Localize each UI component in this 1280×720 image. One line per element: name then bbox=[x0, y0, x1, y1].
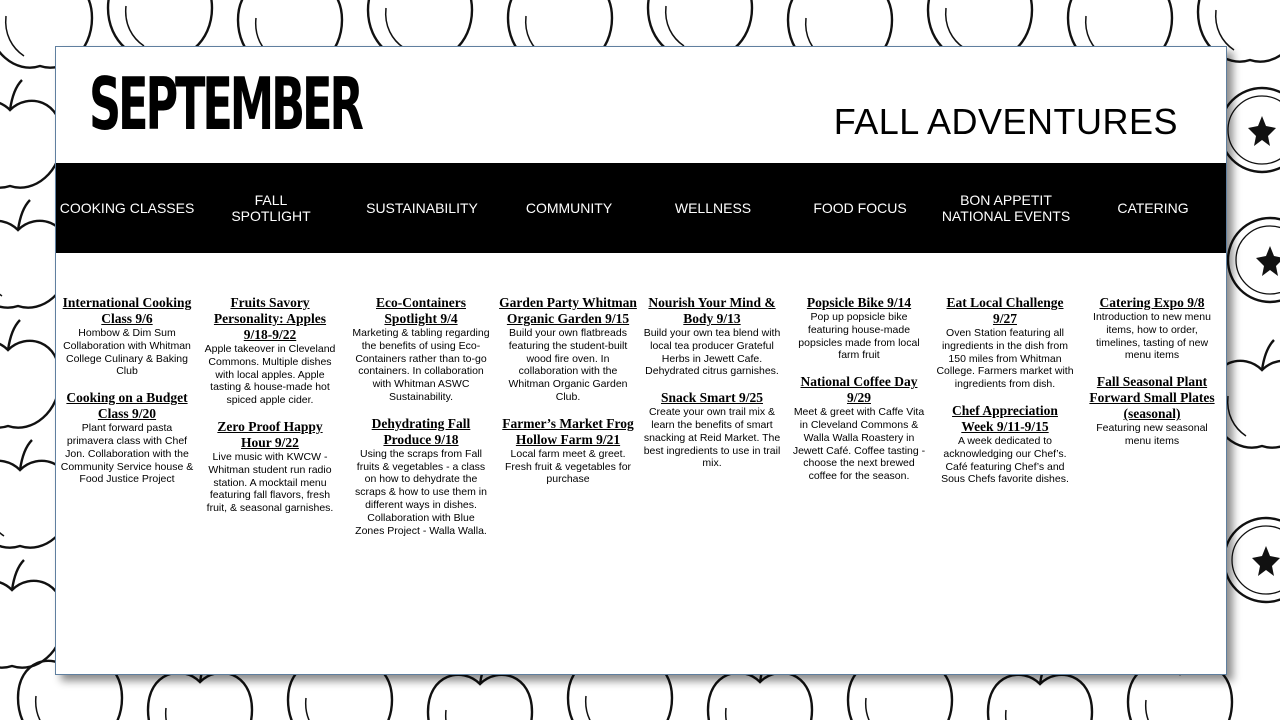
theme-title: FALL ADVENTURES bbox=[833, 101, 1178, 142]
event-description: Plant forward pasta primavera class with Chef Jon. Collaboration with the Community Service house & Food Justice Project bbox=[60, 422, 194, 486]
event-description: Oven Station featuring all ingredients in the dish from 150 miles from Whitman College. Farmers market with ingredients from dish. bbox=[936, 327, 1074, 391]
month-title: SEPTEMBER bbox=[89, 62, 361, 146]
event-description: Build your own tea blend with local tea producer Grateful Herbs in Jewett Cafe. Dehydrated citrus garnishes. bbox=[643, 327, 781, 378]
event-title: Cooking on a Budget Class 9/20 bbox=[66, 390, 188, 422]
event-title: Popsicle Bike 9/14 bbox=[806, 295, 912, 310]
column-food-focus bbox=[790, 295, 928, 495]
calendar-card bbox=[55, 46, 1227, 675]
event-description: Create your own trail mix & learn the benefits of smart snacking at Reid Market. The best ingredients to use in trail mix. bbox=[643, 406, 781, 470]
event-description: Build your own flatbreads featuring the student-built wood fire oven. In collaboration with the Whitman Organic Garden Club. bbox=[508, 327, 628, 403]
event-description: Featuring new seasonal menu items bbox=[1096, 422, 1208, 447]
event-title: Eat Local Challenge 9/27 bbox=[946, 295, 1064, 326]
category-catering: CATERING bbox=[1117, 200, 1189, 216]
event-description: Introduction to new menu items, how to order, timelines, tasting of new menu items bbox=[1093, 311, 1211, 362]
event-title: Dehydrating Fall Produce 9/18 bbox=[371, 415, 471, 447]
event-title: Eco-Containers Spotlight 9/4 bbox=[376, 295, 466, 326]
event-title: Fruits Savory Personality: Apples 9/18-9/22 bbox=[213, 295, 327, 342]
event-description: Pop up popsicle bike featuring house-made popsicles made from local farm fruit bbox=[798, 311, 920, 362]
event-title: Catering Expo 9/8 bbox=[1099, 295, 1205, 310]
event-title: Garden Party Whitman Organic Garden 9/15 bbox=[499, 295, 637, 326]
event-description: Marketing & tabling regarding the benefits of using Eco-Containers rather than to-go containers. In collaboration with Whitman ASWC Sustainability. bbox=[352, 327, 490, 403]
event-description: Local farm meet & greet. Fresh fruit & vegetables for purchase bbox=[504, 447, 632, 486]
category-fall-spotlight: FALL SPOTLIGHT bbox=[231, 192, 311, 224]
event-title: National Coffee Day 9/29 bbox=[800, 374, 918, 406]
column-catering bbox=[1083, 295, 1221, 460]
category-community: COMMUNITY bbox=[525, 200, 613, 216]
category-header-bar bbox=[56, 163, 1226, 253]
column-fall-spotlight bbox=[201, 295, 339, 527]
column-sustainability bbox=[352, 295, 490, 549]
event-title: Zero Proof Happy Hour 9/22 bbox=[217, 418, 323, 450]
event-description: Apple takeover in Cleveland Commons. Multiple dishes with local apples. Apple tasting & house-made hot spiced apple cider. bbox=[204, 343, 336, 407]
category-food-focus: FOOD FOCUS bbox=[813, 200, 907, 216]
event-title: Snack Smart 9/25 bbox=[660, 390, 763, 406]
event-description: Using the scraps from Fall fruits & vegetables - a class on how to dehydrate the scraps & how to use them in different ways in dishes. Collaboration with Blue Zones Project - Walla Walla. bbox=[355, 447, 487, 537]
event-description: Live music with KWCW - Whitman student run radio station. A mocktail menu featuring fall flavors, fresh fruit, & seasonal garnishes. bbox=[206, 450, 334, 515]
category-cooking-classes: COOKING CLASSES bbox=[59, 200, 195, 216]
category-wellness: WELLNESS bbox=[674, 200, 752, 216]
event-title: Farmer’s Market Frog Hollow Farm 9/21 bbox=[502, 415, 634, 447]
event-title: Nourish Your Mind & Body 9/13 bbox=[648, 295, 776, 326]
category-sustainability: SUSTAINABILITY bbox=[366, 200, 478, 216]
event-title: Chef Appreciation Week 9/11-9/15 bbox=[952, 402, 1058, 434]
event-title: International Cooking Class 9/6 bbox=[62, 295, 192, 326]
column-community bbox=[499, 295, 637, 498]
event-description: Hombow & Dim Sum Collaboration with Whitman College Culinary & Baking Club bbox=[63, 327, 191, 378]
event-description: Meet & greet with Caffe Vita in Cleveland Commons & Walla Walla Roastery in Jewett Café. Coffee tasting - choose the next brewed coffee for the season. bbox=[792, 406, 926, 483]
category-bon-appetit-national-events: BON APPETIT NATIONAL EVENTS bbox=[941, 192, 1071, 224]
event-title: Fall Seasonal Plant Forward Small Plates (seasonal) bbox=[1089, 374, 1215, 422]
column-cooking-classes bbox=[58, 295, 196, 498]
column-bon-appetit-national-events bbox=[936, 295, 1074, 498]
column-wellness bbox=[643, 295, 781, 482]
event-description: A week dedicated to acknowledging our Chef’s. Café featuring Chef’s and Sous Chefs favorite dishes. bbox=[941, 434, 1069, 486]
